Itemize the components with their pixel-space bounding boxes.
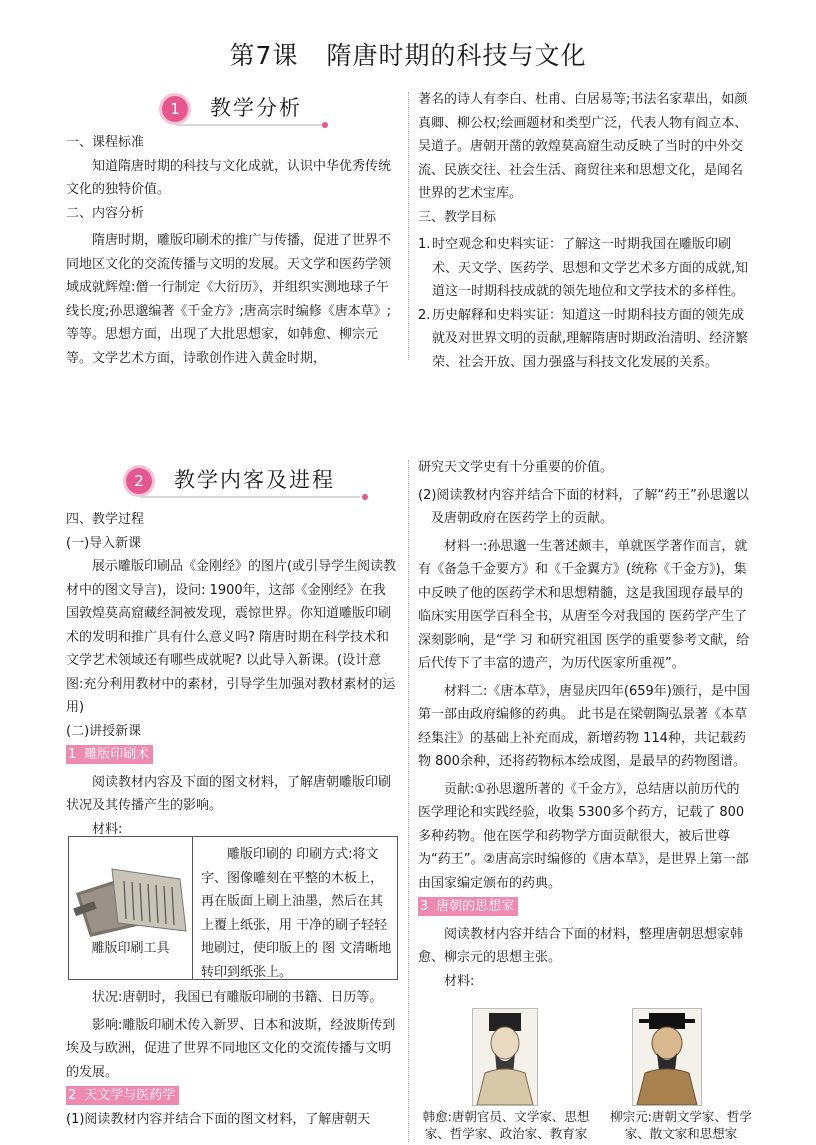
analysis-left-column — [66, 131, 396, 370]
han-yu-portrait — [472, 1008, 538, 1106]
heading-goals: 三、教学目标 — [418, 209, 497, 225]
goal-text: 历史解释和史料实证：知道这一时期科技方面的领先成就及对世界文明的贡献,理解隋唐时期政治清明、经济繁荣、社会开放、国力强盛与科技文化发展的关系。 — [432, 307, 749, 370]
process-left-column — [66, 508, 398, 841]
printing-status-text: 状况:唐朝时，我国已有雕版印刷的书籍、日历等。 — [92, 990, 383, 1005]
content-analysis-continued: 著名的诗人有李白、杜甫、白居易等;书法名家辈出，如颜真卿、柳公权;绘画题材和类型广泛，代表人物有阎立本、吴道子。唐朝开凿的敦煌莫高窟生动反映了当时的中外交流、民族交往、社会生活、商贸往来和思想文化，是闻名世界的艺术宝库。 — [418, 92, 748, 201]
material-label: 材料: — [444, 973, 475, 989]
printing-tool-image — [72, 861, 190, 941]
printing-read-text: 阅读教材内容及下面的图文材料，了解唐朝雕版印刷状况及其传播产生的影响。 — [66, 774, 392, 813]
process-right-column — [418, 456, 750, 993]
intro-text: 展示雕版印刷品《金刚经》的图片(或引导学生阅读教材中的图文导言)，设问: 1900年，这部《金刚经》在我国敦煌莫高窟藏经洞被发现，震惊世界。你知道雕版印刷术的发明和推广具有什么意义吗? 隋唐时期在科学技术和文学艺术领域还有哪些成就呢? 以此导入新课。(设计意图:充分利用教材中的素材，引导学生加强对教材素材的运用) — [66, 559, 397, 715]
goal-item — [418, 233, 750, 304]
section-underline — [140, 496, 360, 498]
goal-number: 2. — [418, 307, 431, 323]
lesson-name: 隋唐时期的科技与文化 — [326, 41, 587, 70]
page-title — [0, 36, 816, 72]
section-title: 教学内客及进程 — [174, 468, 335, 492]
process-left-column-lower — [66, 986, 398, 1131]
section-number-badge: 1 — [162, 96, 188, 122]
material-label: 材料: — [92, 821, 123, 837]
liu-zongyuan-portrait — [632, 1008, 702, 1106]
contribution-text: 贡献:①孙思邈所著的《千金方》，总结唐以前历代的医学理论和实践经验，收集 5300多个药方，记载了 800多种药物。他在医学和药物学方面贡献很大，被后世尊为“药王”。②唐高宗时编修的《唐本草》，是世界上第一部由国家编定颁布的药典。 — [418, 781, 749, 891]
han-yu-caption: 韩愈:唐朝官员、文学家、思想家、哲学家、政治家、教育家 — [422, 1109, 590, 1141]
section-dot — [362, 494, 368, 500]
section-underline — [176, 124, 326, 126]
heading-process: 四、教学过程 — [66, 512, 145, 527]
column-divider — [408, 460, 409, 1142]
astronomy-continued: 研究天文学史有十分重要的价值。 — [418, 460, 614, 475]
material-two-text: 材料二:《唐本草》，唐显庆四年(659年)颁行，是中国第一部由政府编修的药典。 此书是在梁朝陶弘景著《本草经集注》的基础上补充而成，新增药物 114种，共记载药物 800余种，还将药物标本绘成图，是最早的药物图谱。 — [418, 683, 750, 769]
topic-bar-printing: 1 雕版印刷术 — [66, 745, 153, 764]
goal-number: 1. — [418, 237, 431, 252]
liu-zongyuan-caption: 柳宗元:唐朝文学家、哲学家、散文家和思想家 — [610, 1109, 752, 1141]
han-yu-portrait-image — [473, 1009, 537, 1105]
section-title: 教学分析 — [210, 96, 302, 120]
heading-standard: 一、课程标准 — [66, 135, 145, 150]
column-divider — [408, 92, 409, 360]
heading-content: 二、内容分析 — [66, 205, 145, 221]
section-header-analysis — [162, 92, 334, 128]
liu-zongyuan-portrait-image — [633, 1009, 701, 1105]
printing-influence-text: 影响:雕版印刷术传入新罗、日本和波斯，经波斯传到埃及与欧洲，促进了世界不同地区文化的交流传播与文明的发展。 — [66, 1017, 396, 1080]
medicine-question-text: (2)阅读教材内容并结合下面的材料，了解“药王”孙思邈以及唐朝政府在医药学上的贡献。 — [418, 487, 749, 526]
goal-item — [418, 304, 750, 375]
topic-bar-astronomy-medicine: 2 天文学与医药学 — [66, 1086, 179, 1105]
astronomy-question-text: (1)阅读教材内容并结合下面的图文材料，了解唐朝天 — [66, 1111, 371, 1127]
analysis-right-column — [418, 88, 750, 374]
material-one-text: 材料一:孙思邈一生著述颇丰，单就医学著作而言，就有《备急千金要方》和《千金翼方》(统称《千金方》)，集中反映了他的医药学术和思想精髓，这是我国现存最早的临床实用医学百科全书，从唐至今对我国的 医药学产生了深刻影响，是“学 习 和研究祖国 医学的重要参考文献，给后代传下了丰富的遗产，为历代医家所重视”。 — [418, 538, 750, 671]
printing-tool-caption: 雕版印刷工具 — [91, 941, 170, 956]
lesson-number: 第7课 — [229, 41, 299, 70]
section-dot — [322, 122, 328, 128]
section-number-badge: 2 — [126, 468, 152, 494]
section-header-process — [126, 464, 376, 500]
printing-material-box — [68, 836, 398, 980]
topic-bar-thinkers: 3 唐朝的思想家 — [418, 897, 518, 916]
heading-new-lesson: (二)讲授新课 — [66, 723, 142, 739]
goal-text: 时空观念和史料实证：了解这一时期我国在雕版印刷术、天文学、医药学、思想和文学艺术多方面的成就,知道这一时期科技成就的领先地位和文学技术的多样性。 — [432, 237, 749, 299]
printing-method-text: 雕版印刷的 印刷方式:将文字、图像雕刻在平整的木板上，再在版面上刷上油墨，然后在其上覆上纸张，用 干净的刷子轻轻地刷过，使印版上的 图 文清晰地转印到纸张上。 — [201, 847, 392, 980]
heading-intro: (一)导入新课 — [66, 535, 142, 551]
standard-text: 知道隋唐时期的科技与文化成就，认识中华优秀传统文化的独特价值。 — [66, 158, 392, 197]
content-analysis-text: 隋唐时期，雕版印刷术的推广与传播，促进了世界不同地区文化的交流传播与文明的发展。天文学和医药学领域成就辉煌:僧一行制定《大衍历》，并组织实测地球子午线长度;孙思邈编著《千金方》;唐高宗时编修《唐本草》;等等。思想方面，出现了大批思想家，如韩愈、柳宗元等。文学艺术方面，诗歌创作进入黄金时期， — [66, 233, 392, 366]
thinkers-read-text: 阅读教材内容并结合下面的材料，整理唐朝思想家韩愈、柳宗元的思想主张。 — [418, 926, 744, 965]
printing-tool-cell — [69, 837, 193, 979]
